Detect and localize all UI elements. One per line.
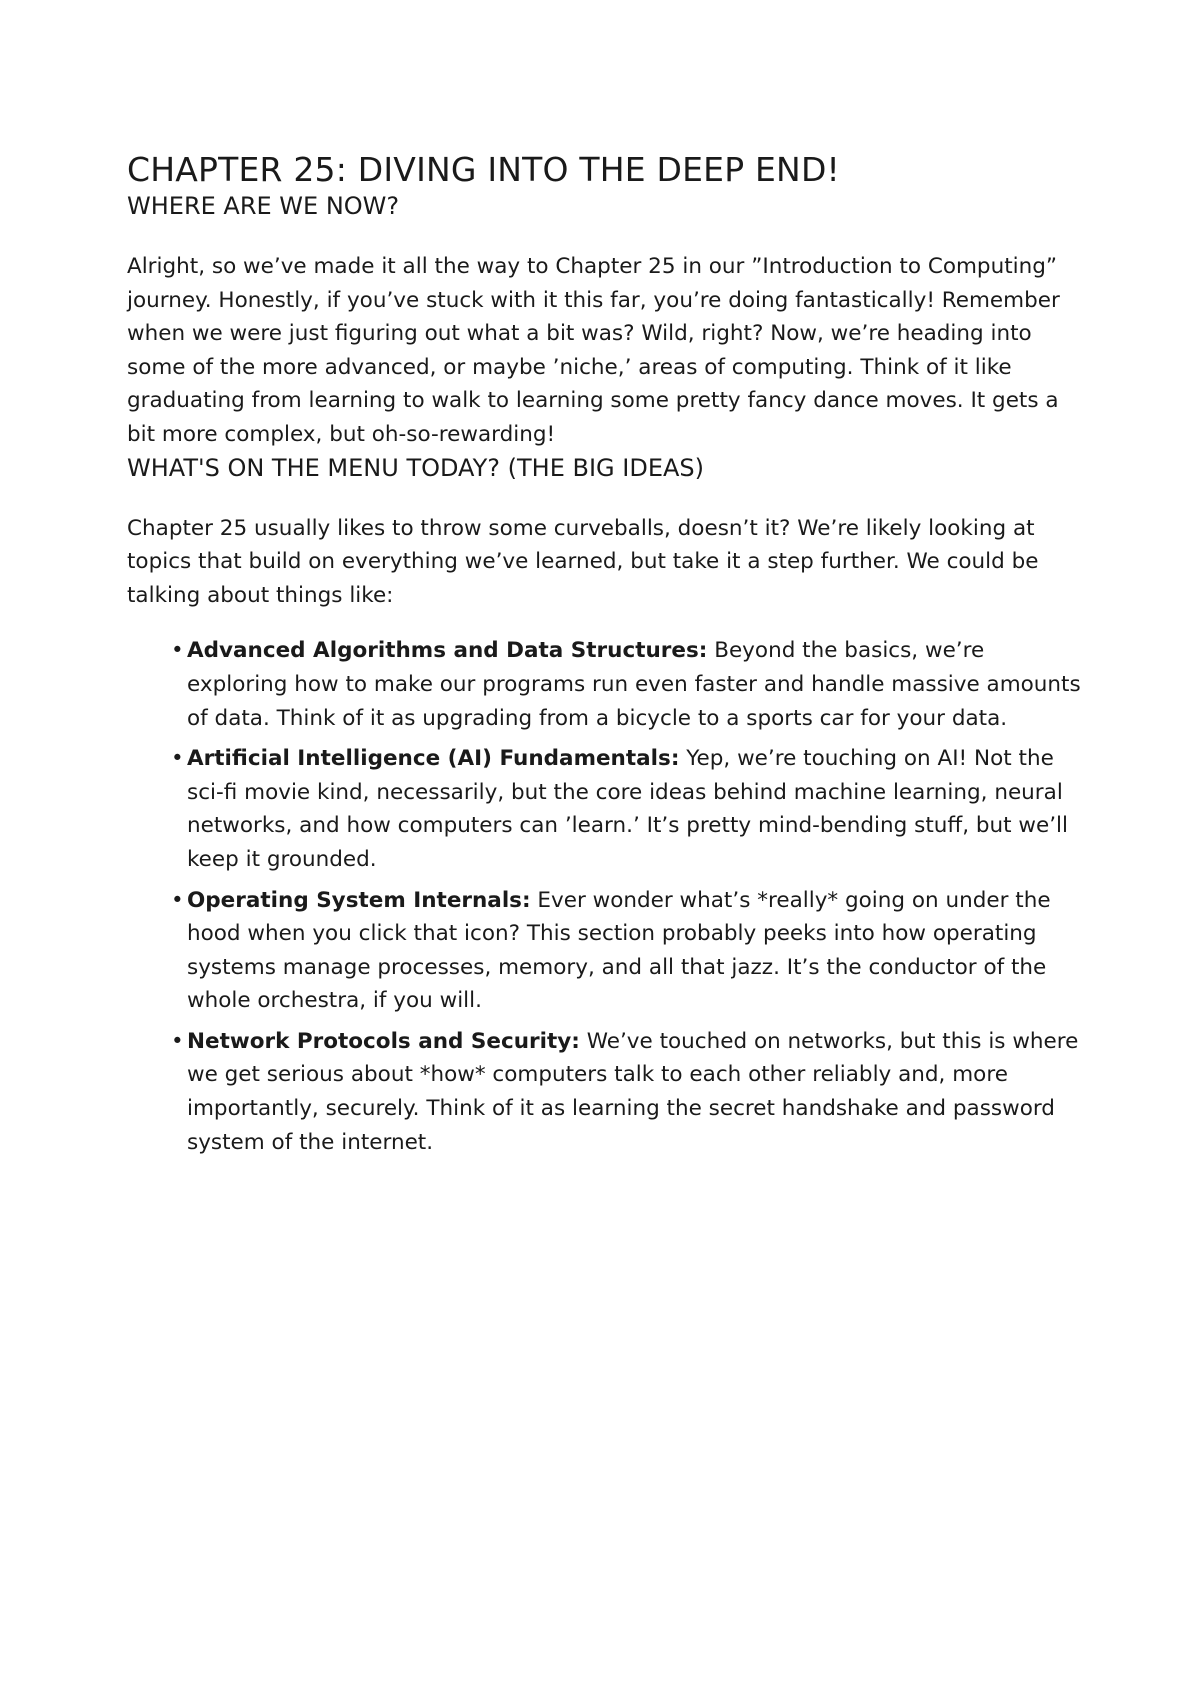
list-item-term: Operating System Internals: <box>187 887 531 913</box>
intro-paragraph: Alright, so we’ve made it all the way to Chapter 25 in our ”Introduction to Computing” journey. Honestly, if you’ve stuck with it this far, you’re doing fantastically! Remember when we were just figuring out what a bit was? Wild, right? Now, we’re heading into some of the more advanced, or maybe ’niche,’ areas of computing. Think of it like graduating from learning to walk to learning some pretty fancy dance moves. It gets a bit more complex, but oh-so-rewarding! <box>127 254 1060 447</box>
list-item <box>127 742 1087 876</box>
page-content <box>127 150 1087 1166</box>
bullet-icon: • <box>171 887 184 913</box>
topic-list <box>127 634 1087 1159</box>
list-item-term: Advanced Algorithms and Data Structures: <box>187 638 708 664</box>
list-item-text: Yep, we’re touching on AI! Not the sci-fi movie kind, necessarily, but the core ideas behind machine learning, neural networks, and how computers can ’learn.’ It’s pretty mind-bending stuff, but we’ll keep it grounded. <box>187 746 1068 872</box>
list-item-text: Beyond the basics, we’re exploring how to make our programs run even faster and handle massive amounts of data. Think of it as upgrading from a bicycle to a sports car for your data. <box>187 638 1081 731</box>
list-item <box>127 634 1087 735</box>
list-item <box>127 884 1087 1018</box>
bullet-icon: • <box>171 1028 184 1054</box>
list-item-term: Network Protocols and Security: <box>187 1028 580 1054</box>
bullet-icon: • <box>171 746 184 772</box>
chapter-title: CHAPTER 25: DIVING INTO THE DEEP END! <box>127 150 840 189</box>
list-item-term: Artificial Intelligence (AI) Fundamentals: <box>187 746 680 772</box>
list-item-text: We’ve touched on networks, but this is where we get serious about *how* computers talk to each other reliably and, more importantly, securely. Think of it as learning the secret handshake and password system of the internet. <box>187 1028 1079 1155</box>
bullet-icon: • <box>171 638 184 664</box>
big-ideas-paragraph: Chapter 25 usually likes to throw some curveballs, doesn’t it? We’re likely looking at topics that build on everything we’ve learned, but take it a step further. We could be talking about things like: <box>127 515 1039 608</box>
section-heading-big-ideas: WHAT'S ON THE MENU TODAY? (THE BIG IDEAS) <box>127 453 705 482</box>
section-heading-where-are-we-now: WHERE ARE WE NOW? <box>127 192 400 220</box>
list-item-text: Ever wonder what’s *really* going on under the hood when you click that icon? This section probably peeks into how operating systems manage processes, memory, and all that jazz. It’s the conductor of the whole orchestra, if you will. <box>187 887 1051 1014</box>
list-item <box>127 1025 1087 1159</box>
